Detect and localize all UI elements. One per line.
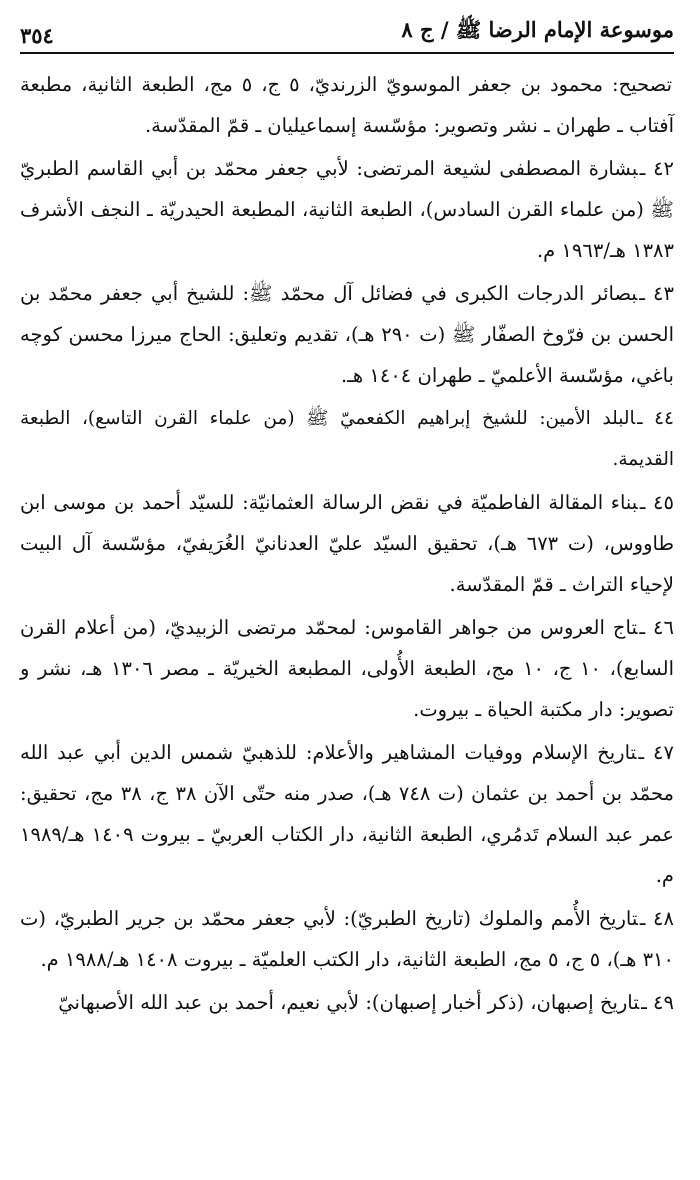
entry-text: بصائر الدرجات الكبرى في فضائل آل محمّد ﷺ: للشيخ أبي جعفر محمّد بن الحسن بن فرّوخ الصفّار ﷺ (ت ٢٩٠ هـ)، تقديم وتعليق: الحاج ميرزا محسن كوچه باغي، مؤسّسة الأعلميّ ـ طهران ١٤٠٤ هـ. bbox=[20, 282, 674, 387]
running-title: موسوعة الإمام الرضا ﷺ / ج ٨ bbox=[401, 17, 674, 42]
entry-number: ٤٧ ـ bbox=[638, 741, 674, 764]
entry-text: بناء المقالة الفاطميّة في نقض الرسالة العثمانيّة: للسيّد أحمد بن موسى ابن طاووس، (ت ٦٧٣ هـ)، تحقيق السيّد عليّ العدنانيّ الغُرَيفيّ، مؤسّسة آل البيت لإحياء التراث ـ قمّ المقدّسة. bbox=[20, 491, 674, 596]
entry-text: تاج العروس من جواهر القاموس: لمحمّد مرتضى الزبيديّ، (من أعلام القرن السابع)، ١٠ ج، ١٠ مج، الطبعة الأُولى، المطبعة الخيريّة ـ مصر ١٣٠٦ هـ، نشر و تصوير: دار مكتبة الحياة ـ بيروت. bbox=[20, 616, 674, 721]
entry-number: ٤٩ ـ bbox=[641, 991, 674, 1014]
entry-number: ٤٥ ـ bbox=[639, 491, 674, 514]
bibliography-entry bbox=[20, 148, 674, 271]
bibliography-entry bbox=[20, 898, 674, 980]
entry-number: ٤٦ ـ bbox=[639, 616, 674, 639]
entry-number: ٤٨ ـ bbox=[639, 907, 674, 930]
bibliography-entry bbox=[20, 398, 674, 480]
entry-number: ٤٤ ـ bbox=[637, 408, 674, 429]
page-header bbox=[20, 14, 674, 48]
bibliography-entry bbox=[20, 982, 674, 1023]
entry-text: تاريخ الأُمم والملوك (تاريخ الطبريّ): لأبي جعفر محمّد بن جرير الطبريّ، (ت ٣١٠ هـ)، ٥ ج، ٥ مج، الطبعة الثانية، دار الكتب العلميّة ـ بيروت ١٤٠٨ هـ/١٩٨٨ م. bbox=[20, 907, 674, 971]
entry-text: بشارة المصطفى لشيعة المرتضى: لأبي جعفر محمّد بن أبي القاسم الطبريّ ﷺ (من علماء القرن السادس)، الطبعة الثانية، المطبعة الحيدريّة ـ النجف الأشرف ١٣٨٣ هـ/١٩٦٣ م. bbox=[20, 157, 674, 262]
bibliography-entry bbox=[20, 482, 674, 605]
bibliography-entry bbox=[20, 64, 674, 146]
entry-text: البلد الأمين: للشيخ إبراهيم الكفعميّ ﷺ (من علماء القرن التاسع)، الطبعة القديمة. bbox=[20, 408, 674, 470]
bibliography-entry bbox=[20, 607, 674, 730]
entry-text: تاريخ إصبهان، (ذكر أخبار إصبهان): لأبي نعيم، أحمد بن عبد الله الأصبهانيّ bbox=[58, 991, 640, 1014]
entry-text: تاريخ الإسلام ووفيات المشاهير والأعلام: للذهبيّ شمس الدين أبي عبد الله محمّد بن أحمد بن عثمان (ت ٧٤٨ هـ)، صدر منه حتّى الآن ٣٨ ج، ٣٨ مج، تحقيق: عمر عبد السلام تَدمُري، الطبعة الثانية، دار الكتاب العربيّ ـ بيروت ١٤٠٩ هـ/١٩٨٩ م. bbox=[20, 741, 674, 887]
bibliography-entry bbox=[20, 732, 674, 896]
bibliography-entry bbox=[20, 273, 674, 396]
page-number: ٣٥٤ bbox=[20, 23, 54, 48]
entry-number: ٤٢ ـ bbox=[639, 157, 675, 180]
bibliography-list bbox=[20, 64, 674, 1023]
header-rule bbox=[20, 52, 674, 54]
entry-text: تصحيح: محمود بن جعفر الموسويّ الزرنديّ، ٥ ج، ٥ مج، الطبعة الثانية، مطبعة آفتاب ـ طهران ـ نشر وتصوير: مؤسّسة إسماعيليان ـ قمّ المقدّسة. bbox=[20, 73, 674, 137]
entry-number: ٤٣ ـ bbox=[639, 282, 674, 305]
